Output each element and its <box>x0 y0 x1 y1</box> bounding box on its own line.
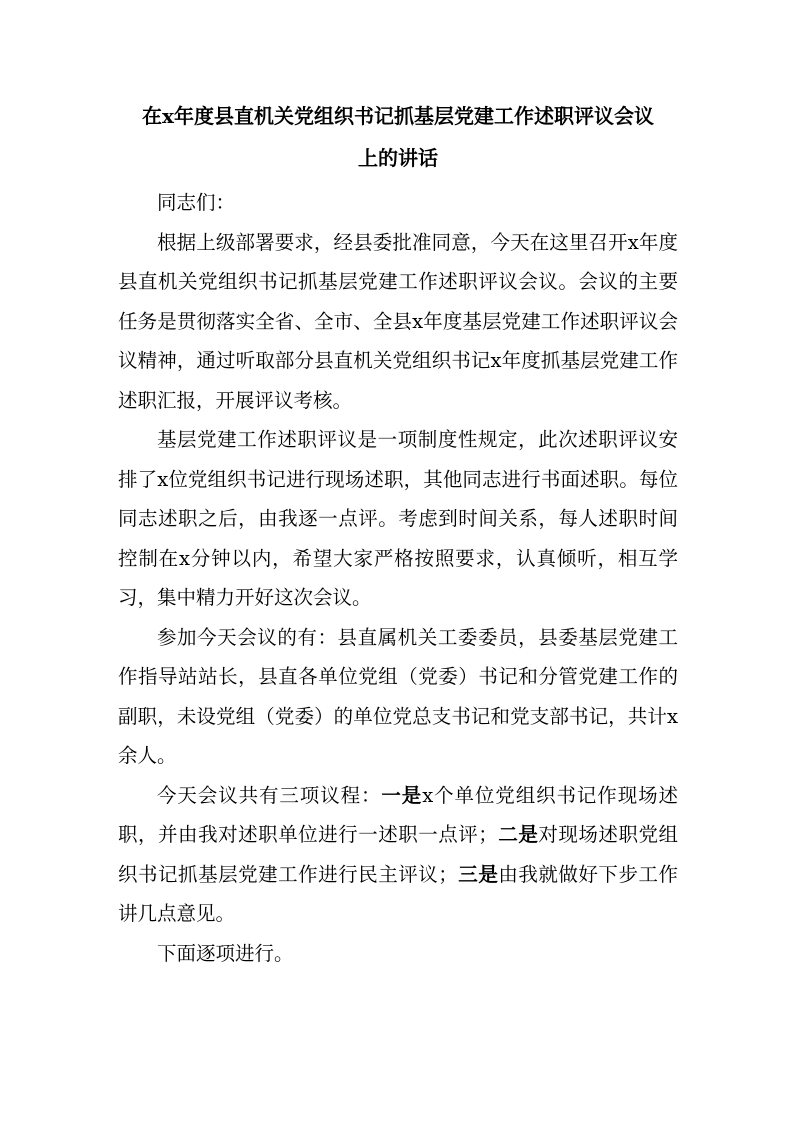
agenda-intro: 今天会议共有三项议程： <box>157 783 382 807</box>
agenda-item1-text: x个单位党组织书记作现场述职，并由我对述职单位进行一述职一点评； <box>118 783 678 846</box>
agenda-item2-label: 二是 <box>497 823 539 846</box>
document-title-line1: 在x年度县直机关党组织书记抓基层党建工作述职评议会议 <box>142 104 654 128</box>
agenda-paragraph <box>118 776 678 934</box>
paragraph-3: 参加今天会议的有：县直属机关工委委员，县委基层党建工作指导站站长，县直各单位党组（党委）书记和分管党建工作的副职，未设党组（党委）的单位党总支书记和党支部书记，共计x余人。 <box>118 625 678 767</box>
closing-paragraph: 下面逐项进行。 <box>157 941 294 965</box>
document-body <box>118 183 678 973</box>
agenda-item1-label: 一是 <box>381 783 423 807</box>
agenda-item3-text: 由我就做好下步工作讲几点意见。 <box>118 862 678 925</box>
salutation: 同志们： <box>157 191 236 214</box>
agenda-item2-text: 对现场述职党组织书记抓基层党建工作进行民主评议； <box>118 823 678 886</box>
paragraph-1: 根据上级部署要求，经县委批准同意，今天在这里召开x年度县直机关党组织书记抓基层党建工作述职评议会议。会议的主要任务是贯彻落实全省、全市、全县x年度基层党建工作述职评议会议精神，通过听取部分县直机关党组织书记x年度抓基层党建工作述职汇报，开展评议考核。 <box>118 230 678 412</box>
paragraph-2: 基层党建工作述职评议是一项制度性规定，此次述职评议安排了x位党组织书记进行现场述职，其他同志进行书面述职。每位同志述职之后，由我逐一点评。考虑到时间关系，每人述职时间控制在x分钟以内，希望大家严格按照要求，认真倾听，相互学习，集中精力开好这次会议。 <box>118 428 678 609</box>
document-title-line2: 上的讲话 <box>358 146 438 170</box>
agenda-item3-label: 三是 <box>457 862 499 886</box>
